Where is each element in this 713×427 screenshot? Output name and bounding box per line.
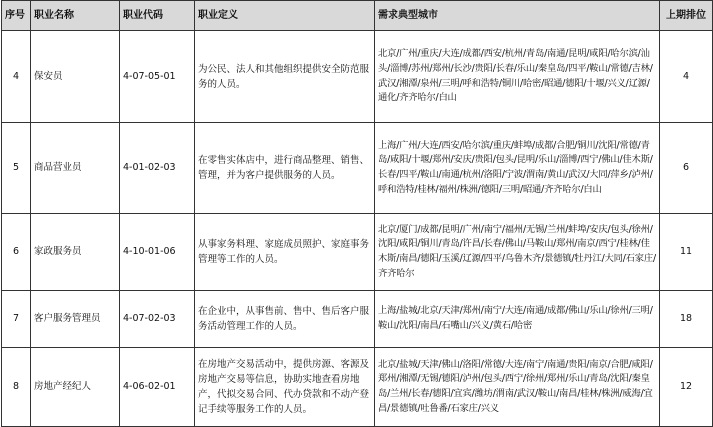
cell-definition: 从事家务料理、家庭成员照护、家庭事务管理等工作的人员。 xyxy=(195,214,375,291)
cell-definition: 在零售实体店中，进行商品整理、销售、管理，并为客户提供服务的人员。 xyxy=(195,123,375,214)
cell-seq: 6 xyxy=(2,214,31,291)
cell-name: 客户服务管理员 xyxy=(31,291,120,348)
table-row xyxy=(2,348,713,427)
cell-seq: 5 xyxy=(2,123,31,214)
cell-prev-rank: 12 xyxy=(660,348,713,427)
cell-code: 4-06-02-01 xyxy=(120,348,195,427)
header-definition: 职业定义 xyxy=(195,1,375,31)
cell-name: 商品营业员 xyxy=(31,123,120,214)
cell-prev-rank: 6 xyxy=(660,123,713,214)
cell-code: 4-01-02-03 xyxy=(120,123,195,214)
table-row xyxy=(2,214,713,291)
cell-cities: 北京/厦门/成都/昆明/广州/南宁/福州/无锡/兰州/蚌埠/安庆/包头/徐州/沈阳/咸阳/铜川/青岛/许昌/长春/佛山/马鞍山/郑州/南京/西宁/桂林/佳木斯/南昌/德阳/玉溪/辽源/四平/乌鲁木齐/景德镇/牡丹江/大同/石家庄/齐齐哈尔 xyxy=(375,214,660,291)
header-seq: 序号 xyxy=(2,1,31,31)
cell-prev-rank: 11 xyxy=(660,214,713,291)
table-row xyxy=(2,31,713,123)
cell-prev-rank: 18 xyxy=(660,291,713,348)
table-row xyxy=(2,123,713,214)
cell-name: 房地产经纪人 xyxy=(31,348,120,427)
cell-cities: 北京/盐城/天津/佛山/洛阳/常德/大连/南宁/南通/贵阳/南京/合肥/咸阳/郑州/湘潭/无锡/德阳/泸州/包头/西宁/徐州/郑州/乐山/青岛/沈阳/秦皇岛/兰州/长春/德阳/宜宾/潍坊/渭南/武汉/鞍山/南昌/桂林/株洲/威海/宜昌/景德镇/吐鲁番/石家庄/兴义 xyxy=(375,348,660,427)
cell-code: 4-07-02-03 xyxy=(120,291,195,348)
cell-name: 家政服务员 xyxy=(31,214,120,291)
cell-code: 4-07-05-01 xyxy=(120,31,195,123)
header-name: 职业名称 xyxy=(31,1,120,31)
cell-code: 4-10-01-06 xyxy=(120,214,195,291)
cell-name: 保安员 xyxy=(31,31,120,123)
cell-cities: 上海/盐城/北京/天津/郑州/南宁/大连/南通/成都/佛山/乐山/徐州/三明/鞍山/沈阳/南昌/石嘴山/兴义/黄石/哈密 xyxy=(375,291,660,348)
header-prev-rank: 上期排位 xyxy=(660,1,713,31)
cell-seq: 7 xyxy=(2,291,31,348)
cell-seq: 4 xyxy=(2,31,31,123)
header-row xyxy=(2,1,713,31)
cell-definition: 在房地产交易活动中，提供房源、客源及房地产交易等信息，协助实地查看房地产，代拟交易合同、代办贷款和不动产登记手续等服务工作的人员。 xyxy=(195,348,375,427)
cell-seq: 8 xyxy=(2,348,31,427)
table-row xyxy=(2,291,713,348)
cell-prev-rank: 4 xyxy=(660,31,713,123)
cell-definition: 为公民、法人和其他组织提供安全防范服务的人员。 xyxy=(195,31,375,123)
header-cities: 需求典型城市 xyxy=(375,1,660,31)
cell-cities: 上海/广州/大连/西安/哈尔滨/重庆/蚌埠/成都/合肥/铜川/沈阳/常德/青岛/咸阳/十堰/郑州/安庆/贵阳/包头/昆明/乐山/淄博/西宁/佛山/佳木斯/长春/四平/鞍山/南通/杭州/洛阳/宁波/渭南/黄山/武汉/大同/萍乡/泸州/呼和浩特/桂林/福州/株洲/德阳/三明/昭通/齐齐哈尔/白山 xyxy=(375,123,660,214)
cell-definition: 在企业中，从事售前、售中、售后客户服务活动管理工作的人员。 xyxy=(195,291,375,348)
header-code: 职业代码 xyxy=(120,1,195,31)
cell-cities: 北京/广州/重庆/大连/成都/西安/杭州/青岛/南通/昆明/咸阳/哈尔滨/汕头/淄博/苏州/郑州/长沙/贵阳/长春/乐山/秦皇岛/四平/鞍山/常德/吉林/武汉/湘潭/泉州/三明/呼和浩特/铜川/哈密/昭通/德阳/十堰/兴义/辽源/通化/齐齐哈尔/白山 xyxy=(375,31,660,123)
occupation-demand-table xyxy=(1,0,713,427)
